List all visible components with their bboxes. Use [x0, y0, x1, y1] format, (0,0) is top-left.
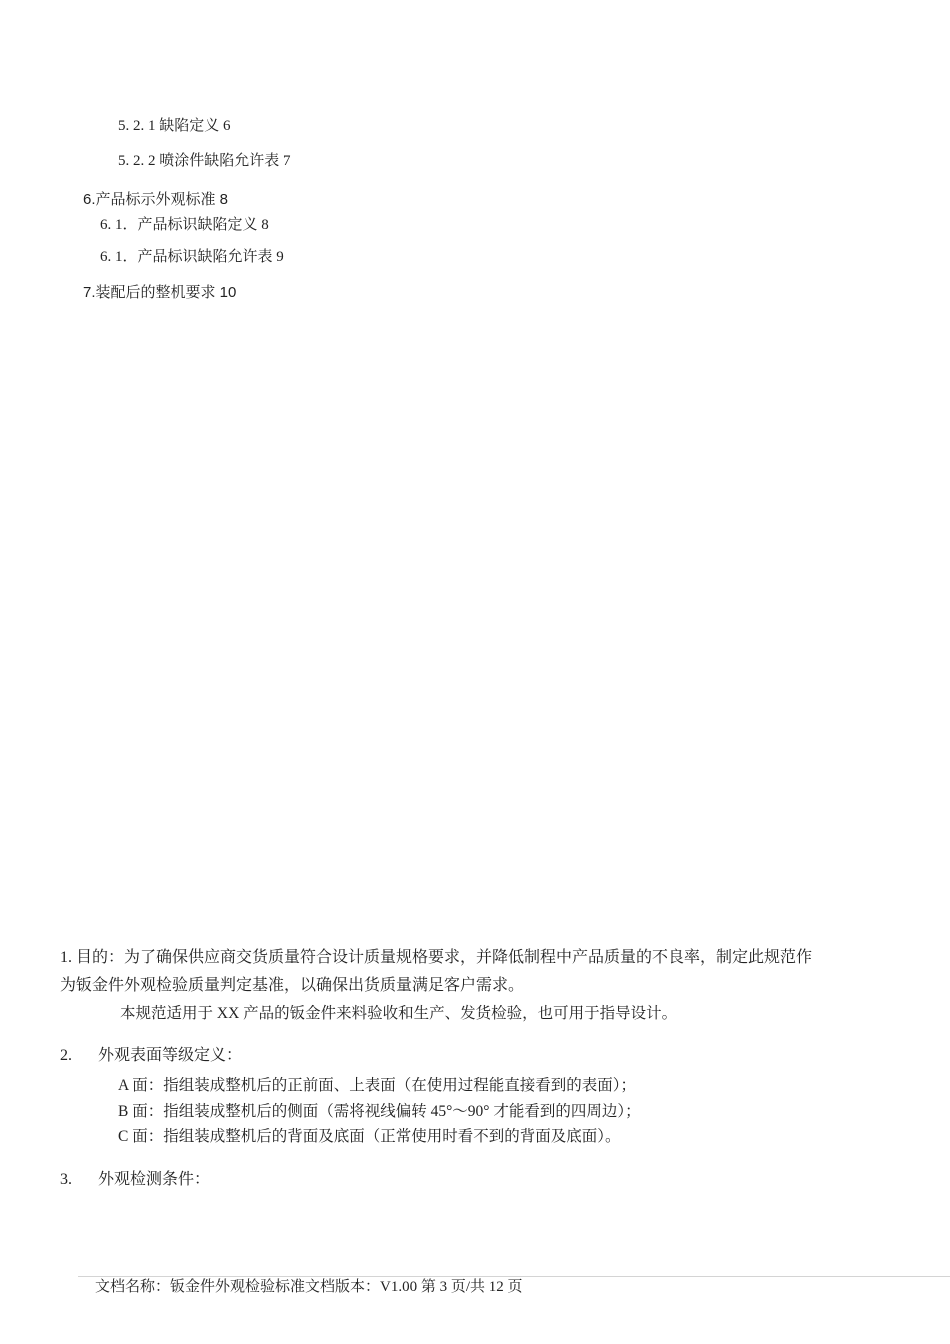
- section3-title: 外观检测条件：: [98, 1171, 211, 1188]
- section2-number: 2.: [60, 1047, 72, 1064]
- toc-entry-7[interactable]: 7.装配后的整机要求 10: [83, 284, 237, 301]
- section1-purpose-line1: 1. 目的：为了确保供应商交货质量符合设计质量规格要求，并降低制程中产品质量的不良率，制定此规范作: [60, 949, 813, 966]
- section3-number: 3.: [60, 1171, 72, 1188]
- section1-scope: 本规范适用于 XX 产品的钣金件来料验收和生产、发货检验，也可用于指导设计。: [120, 1005, 678, 1022]
- surface-a-definition: A 面：指组装成整机后的正前面、上表面（在使用过程能直接看到的表面）；: [118, 1077, 636, 1094]
- toc-entry-6-1-allowance[interactable]: 6. 1．产品标识缺陷允许表 9: [100, 249, 284, 265]
- toc-entry-6[interactable]: 6.产品标示外观标准 8: [83, 191, 229, 208]
- surface-b-definition: B 面：指组装成整机后的侧面（需将视线偏转 45°～90° 才能看到的四周边）；: [118, 1103, 641, 1120]
- surface-c-definition: C 面：指组装成整机后的背面及底面（正常使用时看不到的背面及底面）。: [118, 1128, 621, 1145]
- toc-entry-5-2-1[interactable]: 5. 2. 1 缺陷定义 6: [118, 118, 231, 134]
- page-footer: 文档名称：钣金件外观检验标准文档版本：V1.00 第 3 页/共 12 页: [95, 1279, 523, 1295]
- section2-title: 外观表面等级定义：: [98, 1047, 243, 1064]
- section1-purpose-line2: 为钣金件外观检验质量判定基准，以确保出货质量满足客户需求。: [60, 977, 525, 994]
- toc-entry-6-1-definition[interactable]: 6. 1．产品标识缺陷定义 8: [100, 217, 269, 233]
- toc-entry-5-2-2[interactable]: 5. 2. 2 喷涂件缺陷允许表 7: [118, 153, 291, 169]
